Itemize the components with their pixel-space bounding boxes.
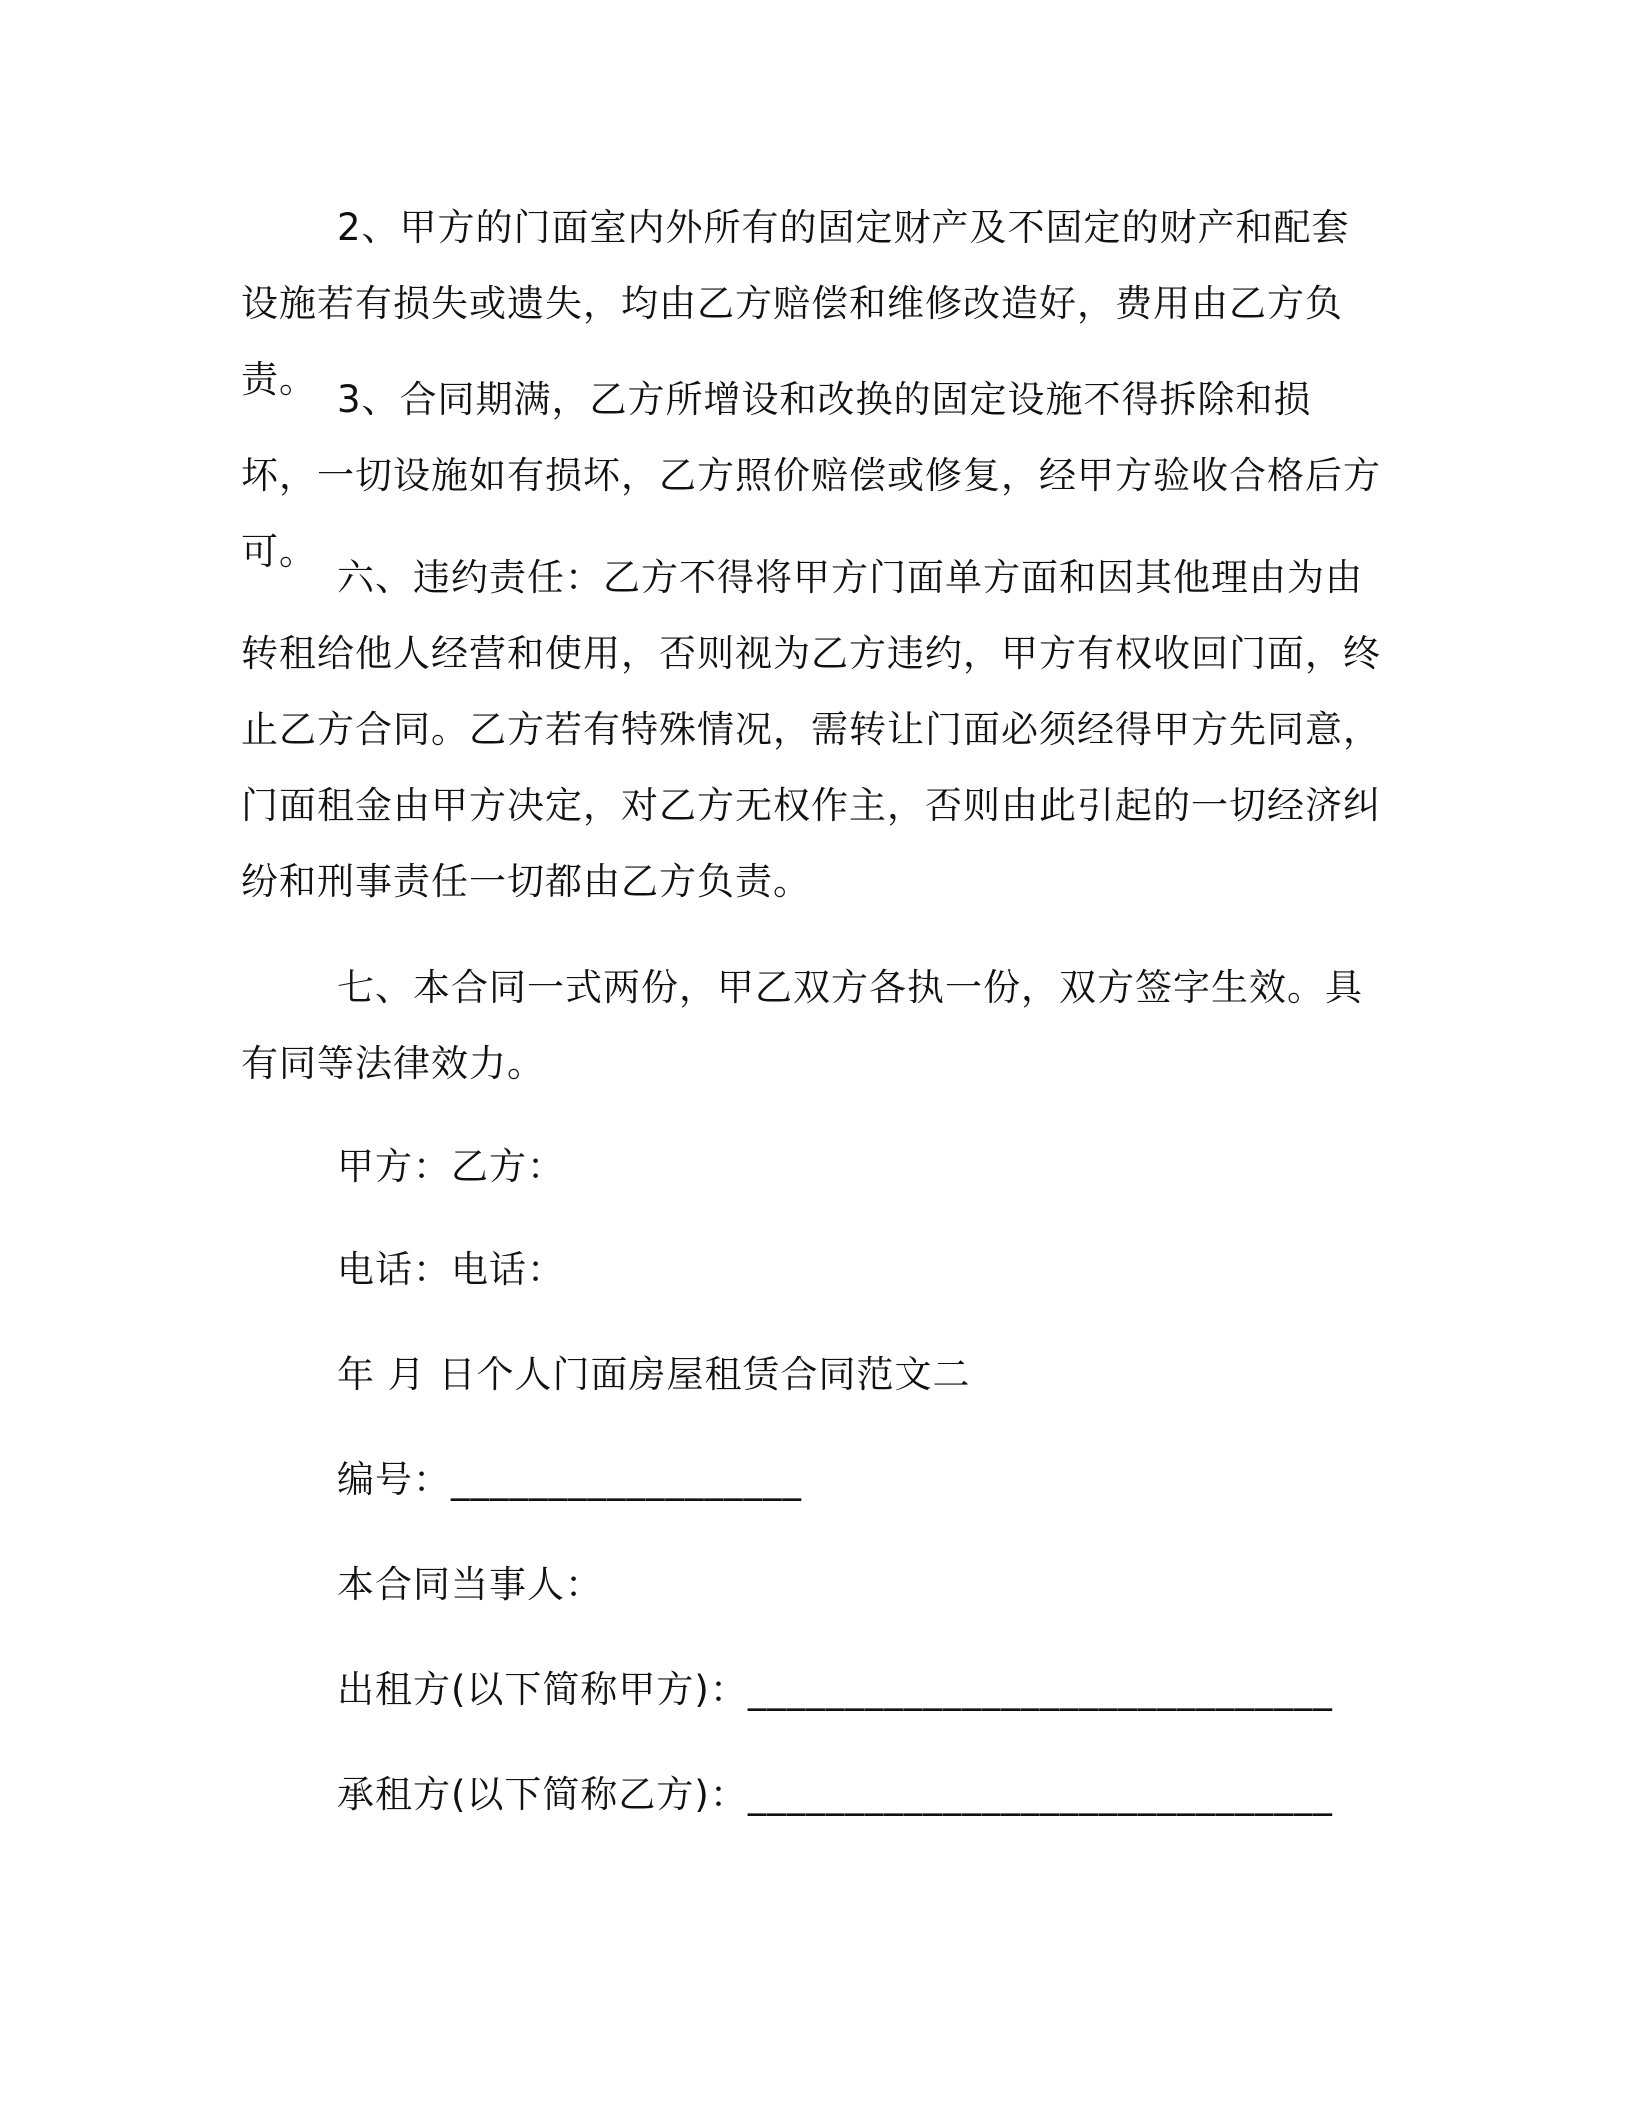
lessor-blank: ______________________________ xyxy=(747,1668,1333,1711)
contract-parties-label: 本合同当事人： xyxy=(337,1563,603,1606)
contract-number-blank: __________________ xyxy=(451,1458,802,1501)
copies-validity-paragraph: 七、本合同一式两份，甲乙双方各执一份，双方签字生效。具有同等法律效力。 xyxy=(241,966,1363,1085)
lessor-label: 出租方(以下简称甲方)： xyxy=(337,1668,748,1711)
lessee-line xyxy=(337,1770,1333,1820)
contract-number-label: 编号： xyxy=(337,1458,451,1501)
lessee-blank: ______________________________ xyxy=(747,1773,1333,1816)
lessor-line xyxy=(337,1665,1333,1715)
signature-phone-line: 电话：电话： xyxy=(337,1248,565,1291)
clause-2-paragraph: 2、甲方的门面室内外所有的固定财产及不固定的财产和配套设施若有损失或遗失，均由乙方赔偿和维修改造好，费用由乙方负责。 xyxy=(241,206,1350,401)
contract-number-line xyxy=(337,1455,802,1505)
clause-3-paragraph: 3、合同期满，乙方所增设和改换的固定设施不得拆除和损坏，一切设施如有损坏，乙方照价赔偿或修复，经甲方验收合格后方可。 xyxy=(241,378,1381,573)
lessee-label: 承租方(以下简称乙方)： xyxy=(337,1773,748,1816)
signature-party-line: 甲方：乙方： xyxy=(337,1145,565,1188)
contract-date-title: 年 月 日个人门面房屋租赁合同范文二 xyxy=(337,1353,971,1396)
breach-liability-paragraph: 六、违约责任：乙方不得将甲方门面单方面和因其他理由为由转租给他人经营和使用，否则视为乙方违约，甲方有权收回门面，终止乙方合同。乙方若有特殊情况，需转让门面必须经得甲方先同意，门面租金由甲方决定，对乙方无权作主，否则由此引起的一切经济纠纷和刑事责任一切都由乙方负责。 xyxy=(241,556,1381,903)
